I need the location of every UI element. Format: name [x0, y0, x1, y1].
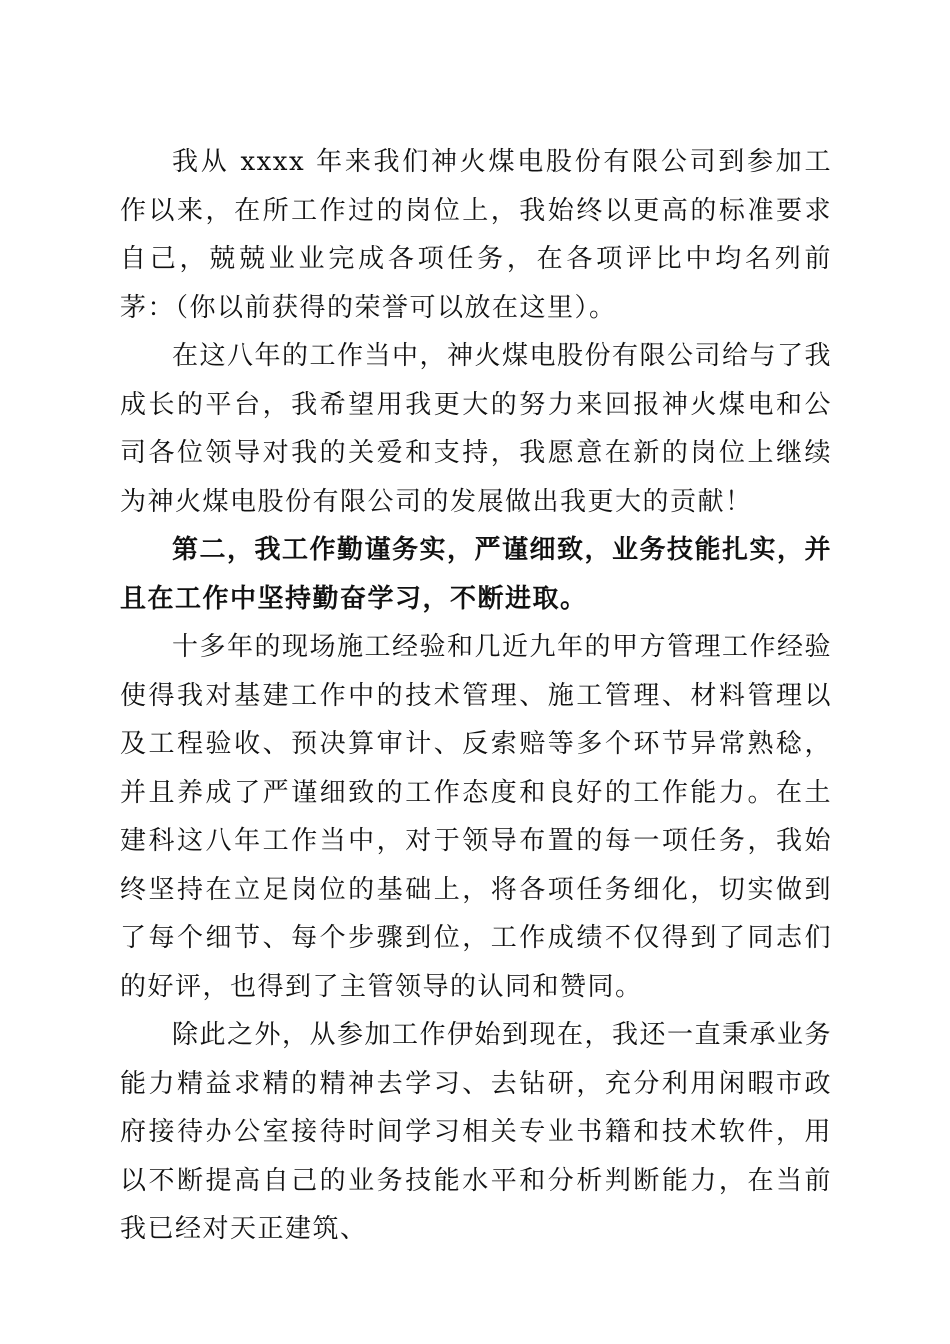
document-body: [120, 138, 832, 1254]
paragraph-learning: 除此之外，从参加工作伊始到现在，我还一直秉承业务能力精益求精的精神去学习、去钻研，充分利用闲暇市政府接待办公室接待时间学习相关专业书籍和技术软件，用以不断提高自己的业务技能水平和分析判断能力，在当前我已经对天正建筑、: [120, 1020, 833, 1244]
paragraph-section-heading: 第二，我工作勤谨务实，严谨细致，业务技能扎实，并且在工作中坚持勤奋学习，不断进取。: [120, 535, 833, 614]
paragraph-gratitude: 在这八年的工作当中，神火煤电股份有限公司给与了我成长的平台，我希望用我更大的努力来回报神火煤电和公司各位领导对我的关爱和支持，我愿意在新的岗位上继续为神火煤电股份有限公司的发展做出我更大的贡献！: [120, 341, 833, 517]
paragraph-experience: 十多年的现场施工经验和几近九年的甲方管理工作经验使得我对基建工作中的技术管理、施工管理、材料管理以及工程验收、预决算审计、反索赔等多个环节异常熟稔，并且养成了严谨细致的工作态度和良好的工作能力。在土建科这八年工作当中，对于领导布置的每一项任务，我始终坚持在立足岗位的基础上，将各项任务细化，切实做到了每个细节、每个步骤到位，工作成绩不仅得到了同志们的好评，也得到了主管领导的认同和赞同。: [120, 632, 833, 1002]
paragraph-career-summary: 我从 xxxx 年来我们神火煤电股份有限公司到参加工作以来，在所工作过的岗位上，我始终以更高的标准要求自己，兢兢业业完成各项任务，在各项评比中均名列前茅：（你以前获得的荣誉可以放在这里）。: [120, 147, 832, 323]
